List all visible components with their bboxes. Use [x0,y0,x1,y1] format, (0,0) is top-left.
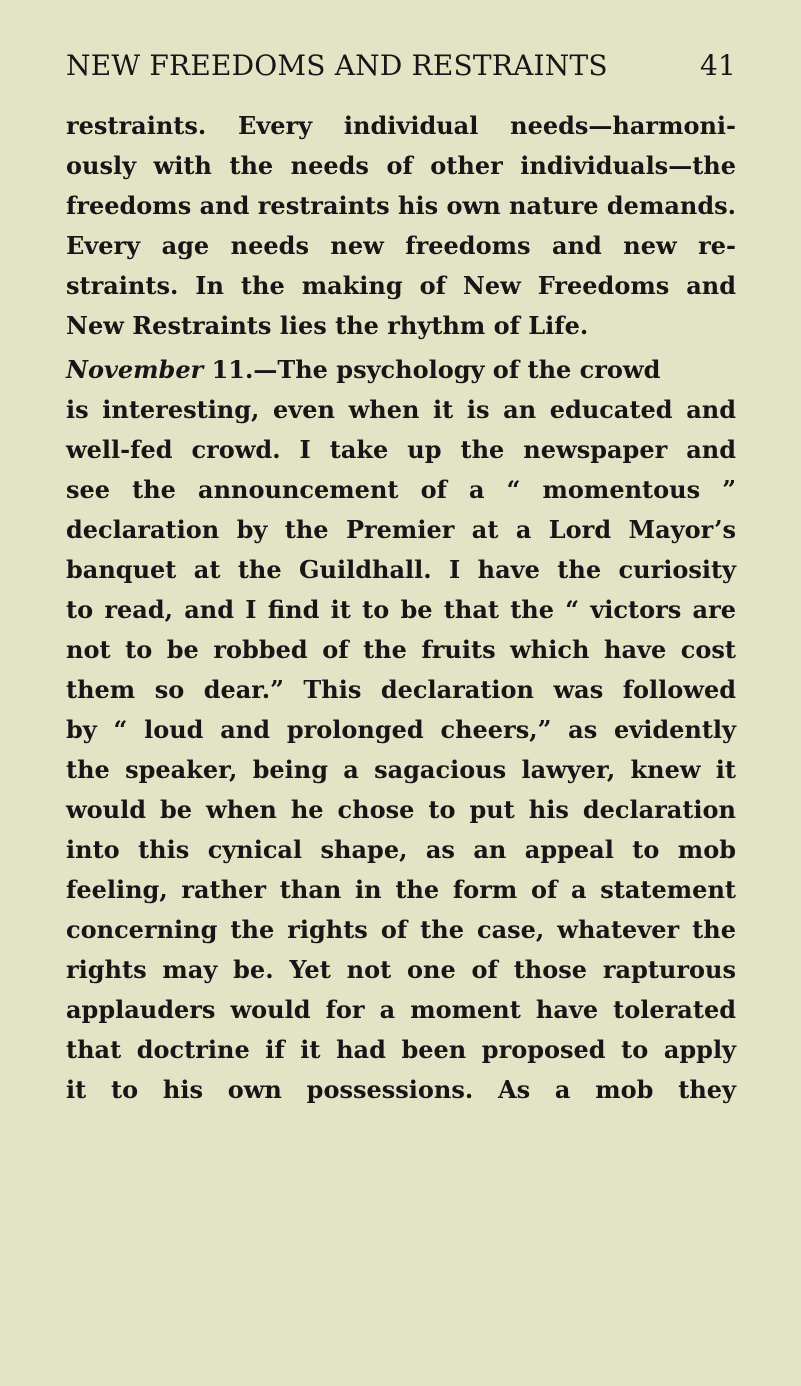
text-line: New Restraints lies the rhythm of Life. [66,311,589,340]
paragraph-restraints [66,106,736,346]
text-line: applauders would for a moment have tolerated [66,995,736,1024]
text-line: it to his own possessions. As a mob they [66,1075,736,1104]
text-line: would be when he chose to put his declaration [66,795,736,824]
entry-opening-text: 11.—The psychology of the crowd [203,355,661,384]
text-line: ously with the needs of other individuals—the [66,151,736,180]
text-line: banquet at the Guildhall. I have the curiosity [66,555,736,584]
text-line: freedoms and restraints his own nature demands. [66,191,736,220]
text-line: the speaker, being a sagacious lawyer, knew it [66,755,736,784]
text-line: that doctrine if it had been proposed to apply [66,1035,736,1064]
page-number: 41 [699,49,736,82]
entry-date: November [66,355,204,384]
text-line: Every age needs new freedoms and new re- [66,231,736,260]
running-title: NEW FREEDOMS AND RESTRAINTS [66,49,608,82]
text-line: declaration by the Premier at a Lord Mayor’s [66,515,736,544]
paragraph-november-entry [66,350,736,1110]
text-line: concerning the rights of the case, whatever the [66,915,736,944]
text-line: rights may be. Yet not one of those rapturous [66,955,736,984]
text-line: is interesting, even when it is an educated and [66,395,736,424]
text-line: well-fed crowd. I take up the newspaper and [66,435,736,464]
text-line: straints. In the making of New Freedoms and [66,271,736,300]
text-line: not to be robbed of the fruits which have cost [66,635,736,664]
text-line: to read, and I find it to be that the “ victors are [66,595,736,624]
text-line-first [66,350,736,390]
text-line: by “ loud and prolonged cheers,” as evidently [66,715,736,744]
text-line: restraints. Every individual needs—harmoni- [66,111,736,140]
text-line: feeling, rather than in the form of a statement [66,875,736,904]
text-line: them so dear.” This declaration was followed [66,675,736,704]
text-line: see the announcement of a “ momentous ” [66,475,736,504]
text-line: into this cynical shape, as an appeal to mob [66,835,736,864]
